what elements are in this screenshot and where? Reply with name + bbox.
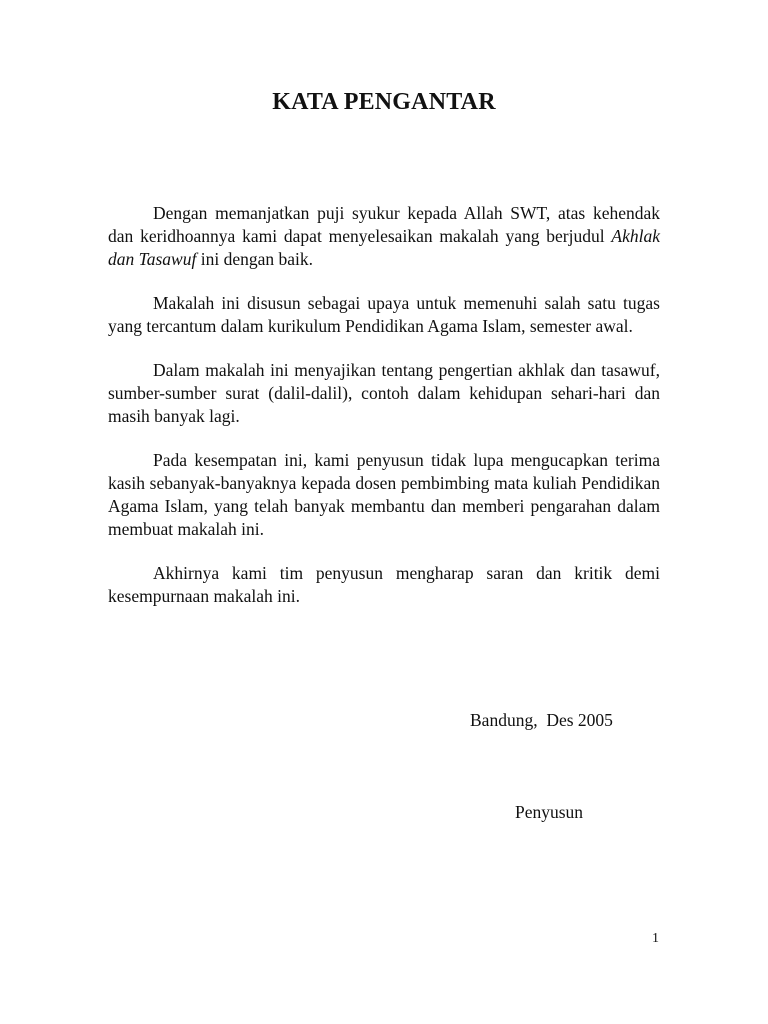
paragraph-1 [108,202,660,271]
body-text [108,202,660,629]
paragraph-4: Pada kesempatan ini, kami penyusun tidak lupa mengucapkan terima kasih sebanyak-banyaknya kepada dosen pembimbing mata kuliah Pendidikan Agama Islam, yang telah banyak membantu dan memberi pengarahan dalam membuat makalah ini. [108,450,660,539]
paragraph-5: Akhirnya kami tim penyusun mengharap saran dan kritik demi kesempurnaan makalah ini. [108,563,660,606]
page-title: KATA PENGANTAR [272,89,496,115]
paragraph-1-text-start: Dengan memanjatkan puji syukur kepada Allah SWT, atas kehendak dan keridhoannya kami dapat menyelesaikan makalah yang berjudul [108,203,660,246]
paragraph-3: Dalam makalah ini menyajikan tentang pengertian akhlak dan tasawuf, sumber-sumber surat (dalil-dalil), contoh dalam kehidupan sehari-hari dan masih banyak lagi. [108,360,660,426]
paragraph-1-text-end: ini dengan baik. [196,249,313,269]
page-number: 1 [652,931,659,946]
place-date: Bandung, Des 2005 [470,710,613,730]
paper-title-italic: Akhlak dan Tasawuf [108,226,660,269]
author-signature-label: Penyusun [515,802,584,822]
paragraph-2: Makalah ini disusun sebagai upaya untuk memenuhi salah satu tugas yang tercantum dalam kurikulum Pendidikan Agama Islam, semester awal. [108,293,660,336]
